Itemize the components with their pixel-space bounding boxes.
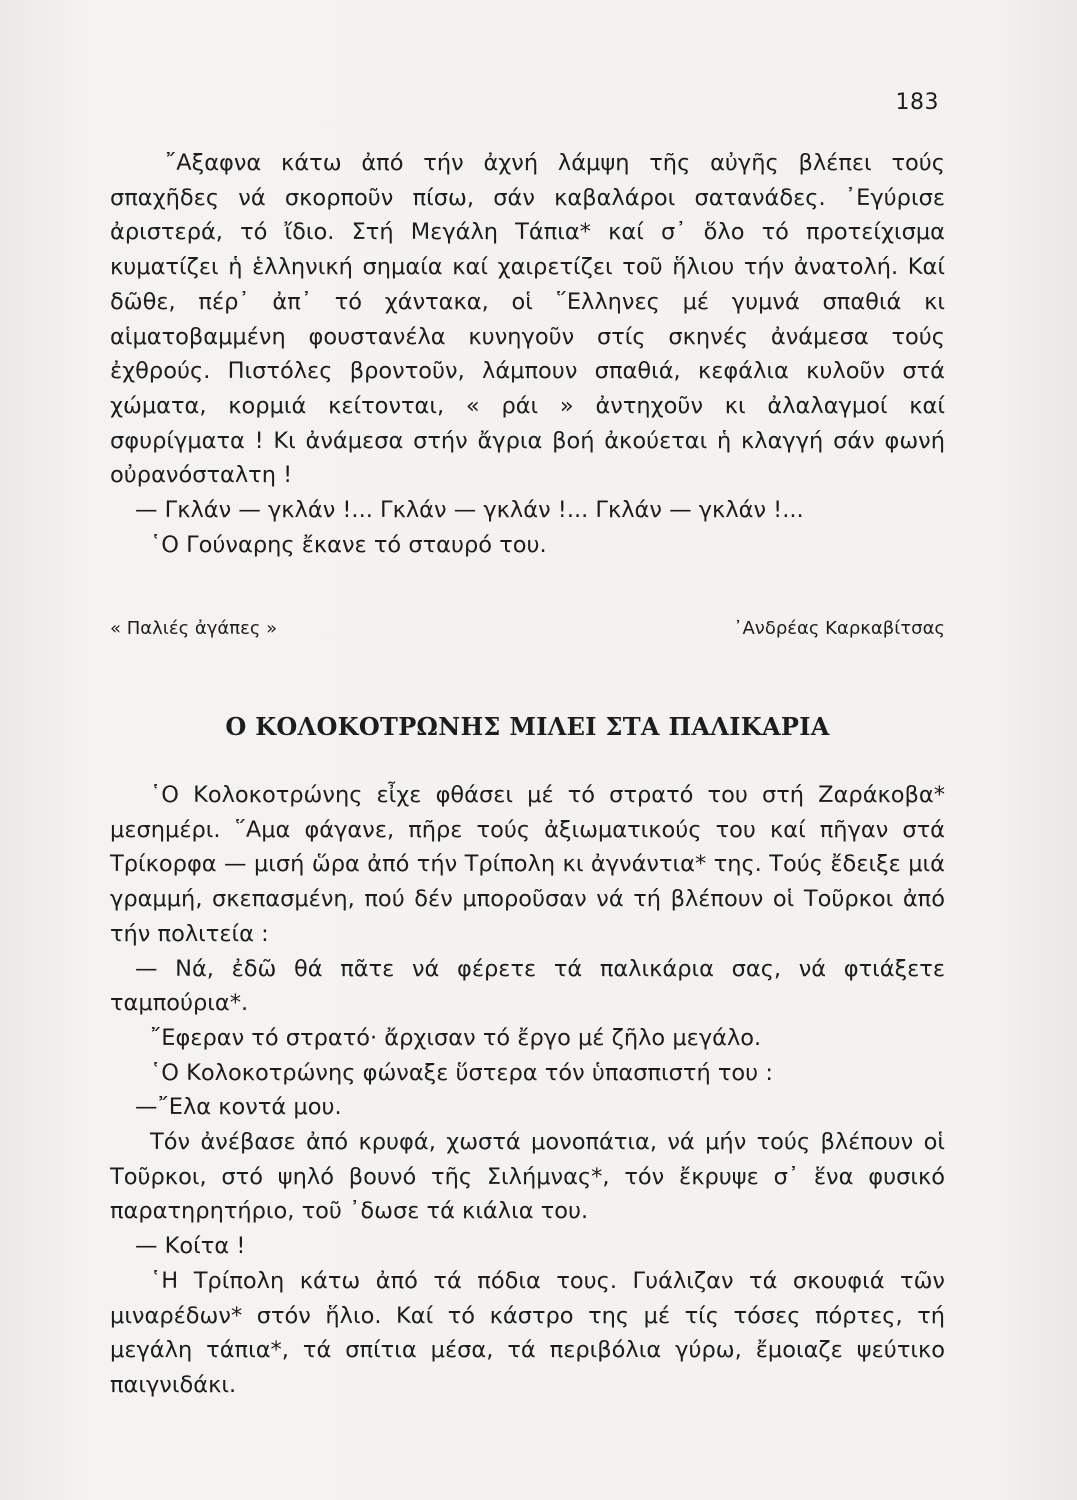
section-title: Ο ΚΟΛΟΚΟΤΡΩΝΗΣ ΜΙΛΕΙ ΣΤΑ ΠΑΛΙΚΑΡΙΑ bbox=[225, 712, 830, 741]
paragraph: ῾Ο Κολοκοτρώνης φώναξε ὕστερα τόν ὑπασπιστή του : bbox=[150, 1059, 773, 1086]
excerpt-kolokotronis bbox=[110, 778, 945, 1403]
paragraph: ῎Εφεραν τό στρατό· ἄρχισαν τό ἔργο μέ ζῆλο μεγάλο. bbox=[150, 1024, 762, 1051]
source-citation bbox=[110, 618, 945, 639]
source-author: ᾿Ανδρέας Καρκαβίτσας bbox=[733, 618, 945, 639]
paragraph: ῾Ο Κολοκοτρώνης εἶχε φθάσει μέ τό στρατό του στή Ζαράκοβα* μεσημέρι. ῞Αμα φάγανε, πῆρε τούς ἀξιωματικούς του καί πῆγαν στά Τρίκορφα — μισή ὥρα ἀπό τήν Τρίπολη κι ἀγνάντια* της. Τούς ἔδειξε μιά γραμμή, σκεπασμένη, πού δέν μποροῦσαν νά τή βλέπουν οἱ Τοῦρκοι ἀπό τήν πολιτεία : bbox=[110, 782, 945, 947]
dialog-line: — Νά, ἐδῶ θά πᾶτε νά φέρετε τά παλικάρια σας, νά φτιάξετε ταμπούρια*. bbox=[110, 955, 945, 1017]
dialog-line: —῎Ελα κοντά μου. bbox=[135, 1094, 342, 1121]
paragraph: ῾Ο Γούναρης ἔκανε τό σταυρό του. bbox=[150, 531, 547, 558]
paragraph: ῎Αξαφνα κάτω ἀπό τήν ἀχνή λάμψη τῆς αὐγῆς βλέπει τούς σπαχῆδες νά σκορποῦν πίσω, σάν καβαλάροι σατανάδες. ᾿Εγύρισε ἀριστερά, τό ἴδιο. Στή Μεγάλη Τάπια* καί σ᾿ ὅλο τό προτείχισμα κυματίζει ἡ ἑλληνική σημαία καί χαιρετίζει τοῦ ἥλιου τήν ἀνατολή. Καί δῶθε, πέρ᾿ ἀπ᾿ τό χάντακα, οἱ ῞Ελληνες μέ γυμνά σπαθιά κι αἱματοβαμμένη φουστανέλα κυνηγοῦν στίς σκηνές ἀνάμεσα τούς ἐχθρούς. Πιστόλες βροντοῦν, λάμπουν σπαθιά, κεφάλια κυλοῦν στά χώματα, κορμιά κείτονται, « ράι » ἀντηχοῦν κι ἀλαλαγμοί καί σφυρίγματα ! Κι ἀνάμεσα στήν ἄγρια βοή ἀκούεται ἡ κλαγγή σάν φωνή οὐρανόσταλτη ! bbox=[110, 150, 945, 489]
dialog-line: — Γκλάν — γκλάν !... Γκλάν — γκλάν !... Γκλάν — γκλάν !... bbox=[135, 497, 804, 524]
dialog-line: — Κοίτα ! bbox=[135, 1233, 246, 1260]
paragraph: Τόν ἀνέβασε ἀπό κρυφά, χωστά μονοπάτια, νά μήν τούς βλέπουν οἱ Τοῦρκοι, στό ψηλό βουνό τῆς Σιλήμνας*, τόν ἔκρυψε σ᾿ ἕνα φυσικό παρατηρητήριο, τοῦ ᾿δωσε τά κιάλια του. bbox=[110, 1129, 945, 1225]
excerpt-karkavitsas bbox=[110, 146, 945, 562]
source-work-title: « Παλιές ἀγάπες » bbox=[110, 618, 278, 639]
page-number: 183 bbox=[895, 90, 939, 115]
paragraph: ῾Η Τρίπολη κάτω ἀπό τά πόδια τους. Γυάλιζαν τά σκουφιά τῶν μιναρέδων* στόν ἥλιο. Καί τό κάστρο της μέ τίς τόσες πόρτες, τή μεγάλη τάπια*, τά σπίτια μέσα, τά περιβόλια γύρω, ἔμοιαζε ψεύτικο παιγνιδάκι. bbox=[110, 1267, 945, 1398]
